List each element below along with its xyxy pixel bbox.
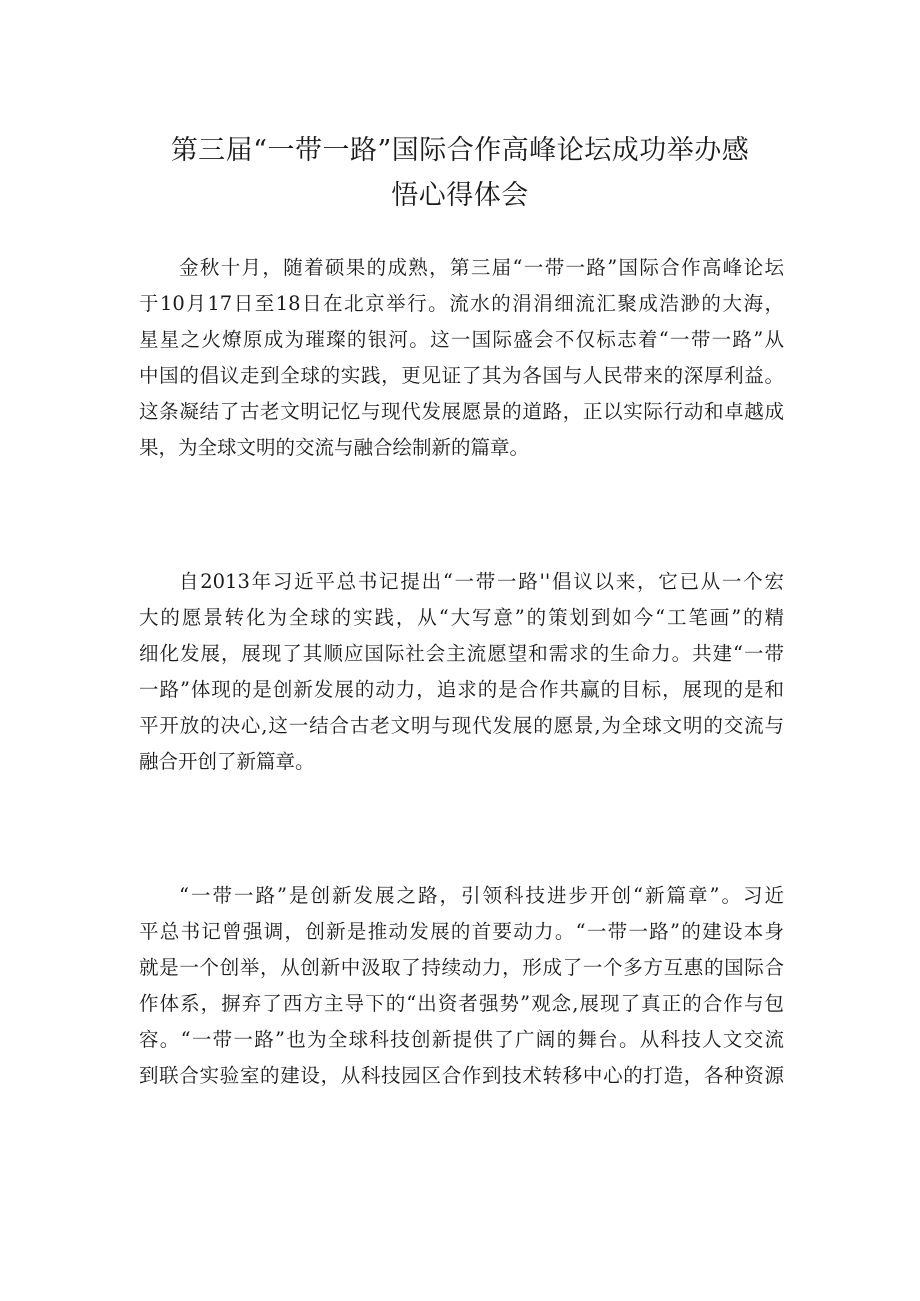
text-line: 自2013年习近平总书记提出“一带一路''倡议以来，它已从一个宏 xyxy=(179,570,784,593)
page-title xyxy=(130,128,790,218)
text-line: 于10月17日至18日在北京举行。流水的涓涓细流汇聚成浩渺的大海， xyxy=(139,292,784,315)
text-line: 平总书记曾强调，创新是推动发展的首要动力。“一带一路”的建设本身 xyxy=(139,920,784,943)
title-line-2: 悟心得体会 xyxy=(391,180,529,211)
text-line: 一路”体现的是创新发展的动力，追求的是合作共赢的目标，展现的是和 xyxy=(139,678,784,701)
text-line: 容。“一带一路”也为全球科技创新提供了广阔的舞台。从科技人文交流 xyxy=(139,1028,784,1051)
text-line: 细化发展，展现了其顺应国际社会主流愿望和需求的生命力。共建“一带 xyxy=(139,642,784,665)
paragraph-3 xyxy=(139,878,784,1094)
text-line: 大的愿景转化为全球的实践，从“大写意”的策划到如今“工笔画”的精 xyxy=(139,606,784,629)
text-line: 果，为全球文明的交流与融合绘制新的篇章。 xyxy=(139,436,530,459)
text-line: 平开放的决心,这一结合古老文明与现代发展的愿景,为全球文明的交流与 xyxy=(139,714,784,737)
text-line: 这条凝结了古老文明记忆与现代发展愿景的道路，正以实际行动和卓越成 xyxy=(139,400,784,423)
title-line-1: 第三届“一带一路”国际合作高峰论坛成功举办感 xyxy=(170,135,750,166)
text-line: 中国的倡议走到全球的实践，更见证了其为各国与人民带来的深厚利益。 xyxy=(139,364,784,387)
paragraph-1 xyxy=(139,250,784,466)
text-line: 到联合实验室的建设，从科技园区合作到技术转移中心的打造，各种资源 xyxy=(139,1064,784,1087)
text-line: 金秋十月，随着硕果的成熟，第三届“一带一路”国际合作高峰论坛 xyxy=(179,256,784,279)
text-line: 融合开创了新篇章。 xyxy=(139,750,315,773)
text-line: “一带一路”是创新发展之路，引领科技进步开创“新篇章”。习近 xyxy=(179,884,784,907)
text-line: 星星之火燎原成为璀璨的银河。这一国际盛会不仅标志着“一带一路”从 xyxy=(139,328,784,351)
text-line: 作体系，摒弃了西方主导下的“出资者强势”观念,展现了真正的合作与包 xyxy=(139,992,784,1015)
paragraph-2 xyxy=(139,564,784,780)
text-line: 就是一个创举，从创新中汲取了持续动力，形成了一个多方互惠的国际合 xyxy=(139,956,784,979)
